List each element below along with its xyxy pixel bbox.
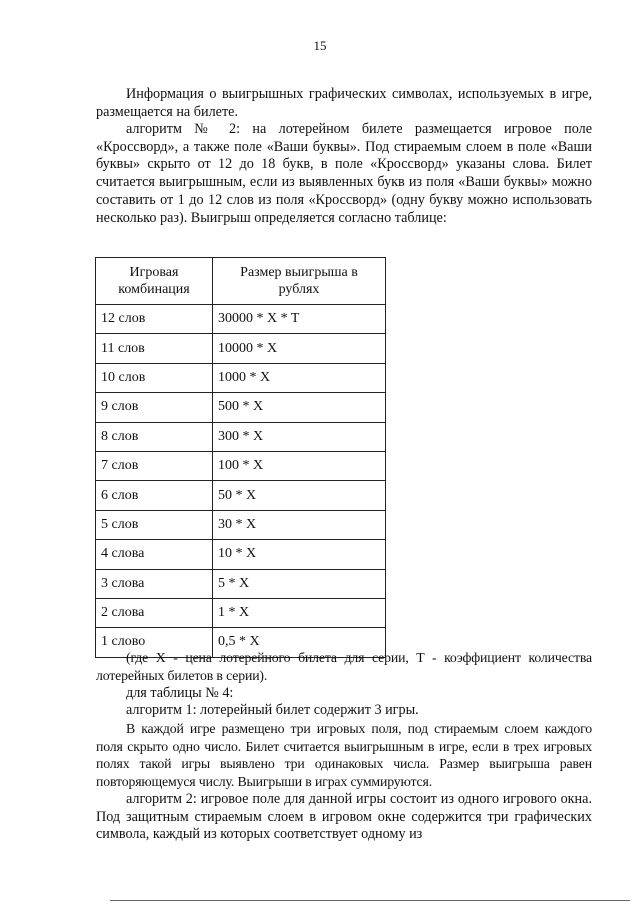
paragraph-games (96, 720, 592, 791)
paragraph-games-text: В каждой игре размещено три игровых поля, под стираемым слоем каждого поля скрыто одно число. Билет считается выигрышным в игре, если в трех игровых полях такой игры выявлено три одинаковых числа. Размер выигрыша равен повторяющемуся числу. Выигрыши в играх суммируются. (96, 721, 592, 790)
paragraph-algorithm-1 (96, 702, 592, 720)
table-row (96, 422, 386, 451)
combination-cell: 9 слов (96, 393, 213, 422)
table-row (96, 598, 386, 627)
combination-cell: 4 слова (96, 540, 213, 569)
prize-cell: 10 * X (213, 540, 386, 569)
table-row (96, 510, 386, 539)
prize-cell: 10000 * X (213, 334, 386, 363)
table-row (96, 393, 386, 422)
prize-cell: 50 * X (213, 481, 386, 510)
paragraph-algorithm-2-t4 (96, 791, 592, 844)
table-row (96, 481, 386, 510)
prize-cell: 100 * X (213, 451, 386, 480)
prize-cell: 30000 * X * T (213, 305, 386, 334)
prize-cell: 5 * X (213, 569, 386, 598)
combination-cell: 3 слова (96, 569, 213, 598)
paragraph-info-text: Информация о выигрышных графических символах, используемых в игре, размещается на билете. (96, 86, 592, 120)
table-row (96, 569, 386, 598)
table-row (96, 305, 386, 334)
table-row (96, 363, 386, 392)
prize-cell: 500 * X (213, 393, 386, 422)
prize-table (95, 257, 386, 658)
page-number: 15 (313, 38, 327, 53)
combination-cell: 11 слов (96, 334, 213, 363)
combination-cell: 1 слово (96, 628, 213, 657)
prize-cell: 1000 * X (213, 363, 386, 392)
paragraph-note-text: (где X - цена лотерейного билета для серии, T - коэффициент количества лотерейных билетов в серии). (96, 650, 592, 683)
header-prize: Размер выигрыша в рублях (213, 258, 386, 305)
combination-cell: 10 слов (96, 363, 213, 392)
table-row (96, 451, 386, 480)
paragraph-table-4-text: для таблицы № 4: (126, 685, 234, 701)
paragraph-algorithm-2-text: алгоритм № 2: на лотерейном билете размещается игровое поле «Кроссворд», а также поле «Ваши буквы». Под стираемым слоем в поле «Ваши буквы» скрыто от 12 до 18 букв, в поле «Кроссворд» указаны слова. Билет считается выигрышным, если из выявленных букв из поля «Ваши буквы» можно составить от 1 до 12 слов из поля «Кроссворд» (одну букву можно использовать несколько раз). Выигрыш определяется согласно таблице: (96, 121, 592, 226)
combination-cell: 6 слов (96, 481, 213, 510)
combination-cell: 5 слов (96, 510, 213, 539)
prize-cell: 30 * X (213, 510, 386, 539)
combination-cell: 7 слов (96, 451, 213, 480)
header-combination: Игровая комбинация (96, 258, 213, 305)
prize-cell: 1 * X (213, 598, 386, 627)
table-row (96, 540, 386, 569)
prize-cell: 300 * X (213, 422, 386, 451)
table-header-row (96, 258, 386, 305)
paragraph-note (96, 649, 592, 684)
paragraph-algorithm-2-t4-text: алгоритм 2: игровое поле для данной игры состоит из одного игрового окна. Под защитным стираемым слоем в игровом окне содержится три графических символа, каждый из которых соответствует одному из (96, 791, 592, 843)
combination-cell: 12 слов (96, 305, 213, 334)
combination-cell: 8 слов (96, 422, 213, 451)
prize-cell: 0,5 * X (213, 628, 386, 657)
paragraph-info (96, 86, 592, 121)
paragraph-algorithm-2 (96, 121, 592, 227)
paragraph-table-4 (96, 685, 592, 703)
page-bottom-rule (110, 900, 630, 901)
combination-cell: 2 слова (96, 598, 213, 627)
paragraph-algorithm-1-text: алгоритм 1: лотерейный билет содержит 3 игры. (126, 702, 419, 718)
table-row (96, 334, 386, 363)
